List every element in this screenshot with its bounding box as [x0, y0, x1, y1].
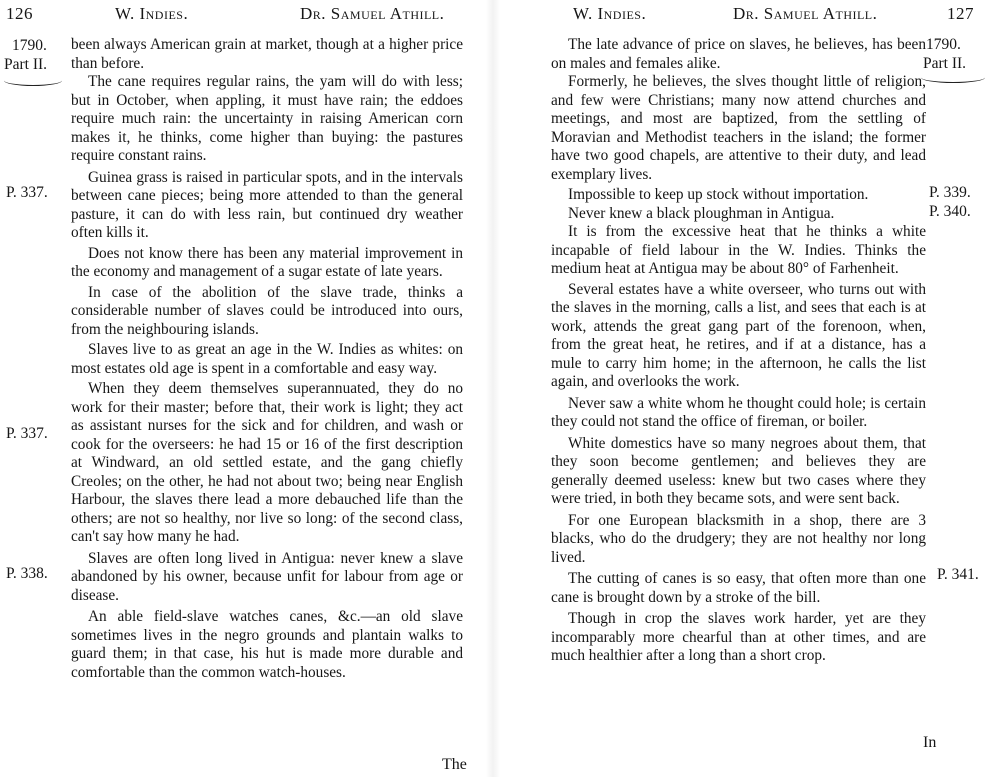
right-page	[505, 0, 1000, 777]
paragraph: Several estates have a white overseer, who turns out with the slaves in the morning, calls a list, and sees that each is at work, attends the great gang part of the forenoon, when, from the great heat, he retires, and if at a distance, has a mule to carry him home; in the afternoon, he calls the list again, and overlooks the work.	[551, 280, 926, 390]
paragraph: For one European blacksmith in a shop, there are 3 blacks, who do the drudgery; they are not healthy nor long lived.	[551, 511, 926, 566]
paragraph: Never knew a black ploughman in Antigua.	[568, 204, 835, 222]
paragraph: When they deem themselves superannuated, they do no work for their master; before that, their work is light; they act as assistant nurses for the sick and for children, and wash or cook for the overseers: he had 15 or 16 of the first description at Windward, an old settled estate, and the gang chiefly Creoles; on the other, he had not about two; being near English Harbour, the slaves there lead a more debauched life than the others; are not so healthy, nor live so long: of the second class, can't say how many he had.	[71, 380, 463, 545]
left-margin-part: Part II.	[4, 56, 48, 73]
paragraph: An able field-slave watches canes, &c.—an old slave sometimes lives in the negro grounds and plantain walks to guard them; in that case, his hut is made more durable and comfortable than the common watch-houses.	[71, 608, 463, 681]
right-margin-ref: P. 339.	[929, 184, 971, 201]
paragraph: Impossible to keep up stock without importation.	[568, 186, 869, 203]
right-margin-year: 1790.	[926, 36, 961, 53]
left-margin-ref: P. 337.	[6, 184, 48, 201]
paragraph: Slaves live to as great an age in the W. Indies as whites: on most estates old age is spent in a comfortable and easy way.	[71, 341, 463, 377]
right-margin-part: Part II.	[923, 55, 967, 72]
left-catchword: The	[442, 756, 467, 773]
paragraph: In case of the abolition of the slave trade, thinks a considerable number of slaves could be introduced into ours, from the neighbouring islands.	[71, 283, 463, 338]
right-margin-ref: P. 340.	[929, 203, 971, 220]
paragraph: Guinea grass is raised in particular spots, and in the intervals between cane pieces; being more attended to than the general pasture, it can do with less rain, but continued dry weather often kills it.	[71, 168, 463, 241]
paragraph: Formerly, he believes, the slves thought little of religion, and few were Christians; many now attend churches and meetings, and most are baptized, from the settling of Moravian and Methodist teachers in the island; the former have two good chapels, are attentive to their duty, and lead exemplary lives.	[551, 73, 926, 183]
right-page-number: 127	[947, 4, 974, 23]
right-catchword: In	[923, 734, 937, 751]
right-margin-ref: P. 341.	[937, 566, 979, 583]
paragraph: Never saw a white whom he thought could hole; is certain they could not stand the office of fireman, or boiler.	[551, 394, 926, 430]
left-page	[0, 0, 480, 777]
book-gutter	[486, 0, 500, 777]
paragraph: White domestics have so many negroes about them, that they soon become gentlemen; and believes they are generally deemed useless: knew but two cases where they were tried, in both they became sots, and were sent back.	[551, 434, 926, 507]
left-margin-ref: P. 338.	[6, 565, 48, 582]
paragraph: Slaves are often long lived in Antigua: never knew a slave abandoned by his owner, because unfit for labour from age or disease.	[71, 549, 463, 604]
right-running-head-title: W. Indies.	[573, 4, 647, 23]
left-margin-brace	[4, 75, 62, 86]
left-margin-ref: P. 337.	[6, 425, 48, 442]
paragraph: The late advance of price on slaves, he believes, has been on males and females alike.	[551, 36, 926, 72]
paragraph: Though in crop the slaves work harder, yet are they incomparably more chearful than at other times, and are much healthier after a long than a short crop.	[551, 610, 926, 664]
left-running-head-title: W. Indies.	[115, 4, 189, 23]
left-running-head-author: Dr. Samuel Athill.	[300, 4, 445, 23]
left-page-number: 126	[6, 4, 33, 23]
paragraph: It is from the excessive heat that he thinks a white incapable of field labour in the W. Indies. Thinks the medium heat at Antigua may be about 80° of Farhenheit.	[551, 223, 926, 277]
paragraph: Does not know there has been any material improvement in the economy and management of a sugar estate of late years.	[71, 244, 463, 280]
paragraph: The cutting of canes is so easy, that often more than one cane is brought down by a stroke of the bill.	[551, 570, 926, 606]
paragraph: The cane requires regular rains, the yam will do with less; but in October, when appling, it must have rain; the eddoes require much rain: the uncertainty in raising American corn makes it, he thinks, come higher than buying: the pastures require constant rains.	[71, 73, 463, 164]
right-text-column	[551, 36, 926, 666]
left-text-column	[71, 36, 463, 682]
left-margin-year: 1790.	[12, 37, 47, 54]
paragraph: been always American grain at market, though at a higher price than before.	[71, 36, 463, 72]
right-margin-brace	[921, 72, 985, 83]
right-running-head-author: Dr. Samuel Athill.	[733, 4, 878, 23]
